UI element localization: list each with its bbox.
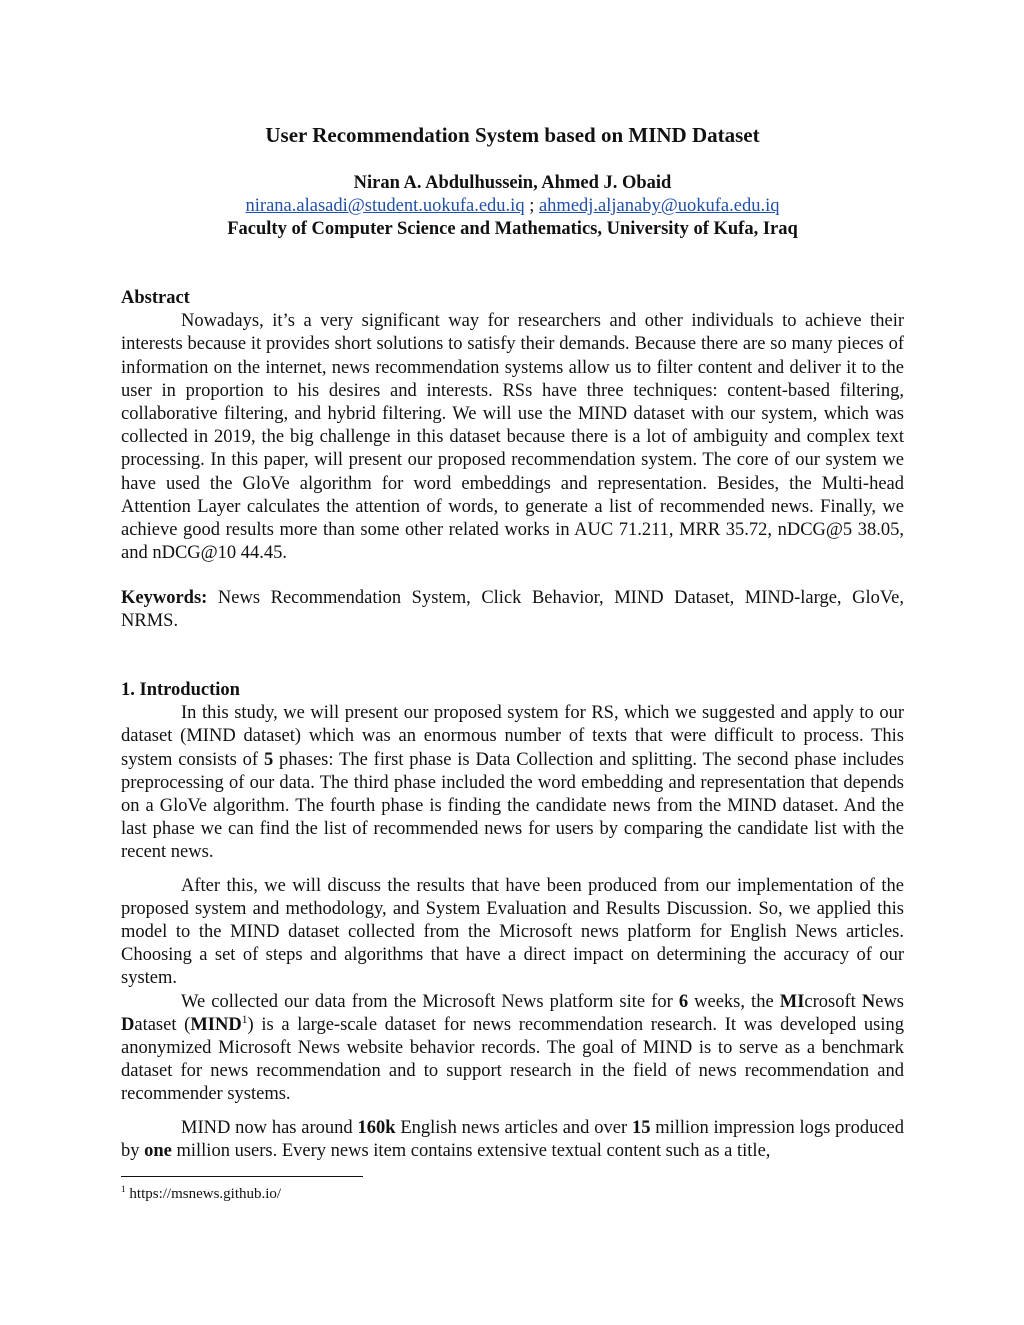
email-separator: ; <box>529 196 535 216</box>
intro-paragraph-2: After this, we will discuss the results that have been produced from our implementation of the proposed system and methodology, and System Evaluation and Results Discussion. So, we applied this model to the MIND dataset collected from the Microsoft news platform for English News articles. Choosing a set of steps and algorithms that have a direct impact on determining the accuracy of our system. <box>121 875 904 989</box>
footnote-url[interactable]: https://msnews.github.io/ <box>129 1186 282 1202</box>
affiliation: Faculty of Computer Science and Mathematics, University of Kufa, Iraq <box>227 219 798 239</box>
keywords-section <box>121 587 904 633</box>
keywords-label: Keywords: <box>121 588 208 608</box>
paper-title: User Recommendation System based on MIND Dataset <box>265 123 760 147</box>
author-emails <box>121 194 904 218</box>
abstract-section <box>121 287 904 565</box>
footnote-ref[interactable]: 1 <box>241 1013 248 1026</box>
author-list: Niran A. Abdulhussein, Ahmed J. Obaid <box>353 173 672 193</box>
footnote-divider <box>121 1176 363 1177</box>
intro-paragraph-4: MIND now has around 160k English news articles and over 15 million impression logs produced by one million users. Every news item contains extensive textual content such as a title, <box>121 1117 904 1161</box>
footnote <box>121 1184 281 1204</box>
introduction-section <box>121 679 904 1163</box>
abstract-heading: Abstract <box>121 288 190 308</box>
keywords-text: News Recommendation System, Click Behavior, MIND Dataset, MIND-large, GloVe, NRMS. <box>121 588 905 632</box>
introduction-heading: 1. Introduction <box>121 680 240 700</box>
intro-paragraph-1: In this study, we will present our proposed system for RS, which we suggested and apply to our dataset (MIND dataset) which was an enormous number of texts that were difficult to process. This system consists of 5 phases: The first phase is Data Collection and splitting. The second phase includes preprocessing of our data. The third phase included the word embedding and representation that depends on a GloVe algorithm. The fourth phase is finding the candidate news from the MIND dataset. And the last phase we can find the list of recommended news for users by comparing the candidate list with the recent news. <box>121 703 905 863</box>
email-link-2[interactable]: ahmedj.aljanaby@uokufa.edu.iq <box>538 196 780 216</box>
intro-paragraph-3: We collected our data from the Microsoft News platform site for 6 weeks, the MIcrosoft News Dataset (MIND$^1$) is a large-scale dataset for news recommendation research. It was developed using anonymized Microsoft News website behavior records. The goal of MIND is to serve as a benchmark dataset for news recommendation and to support research in the field of news recommendation and recommender systems. <box>121 991 905 1105</box>
email-link-1[interactable]: nirana.alasadi@student.uokufa.edu.iq <box>245 196 525 216</box>
abstract-text: Nowadays, it’s a very significant way for researchers and other individuals to achieve their interests because it provides short solutions to satisfy their demands. Because there are so many pieces of information on the internet, news recommendation systems allow us to filter content and deliver it to the user in proportion to his desires and interests. RSs have three techniques: content-based filtering, collaborative filtering, and hybrid filtering. We will use the MIND dataset with our system, which was collected in 2019, the big challenge in this dataset because there is a lot of ambiguity and complex text processing. In this paper, will present our proposed recommendation system. The core of our system we have used the GloVe algorithm for word embeddings and representation. Besides, the Multi-head Attention Layer calculates the attention of words, to generate a list of recommended news. Finally, we achieve good results more than some other related works in AUC 71.211, MRR 35.72, nDCG@5 38.05, and nDCG@10 44.45. <box>121 311 904 564</box>
footnote-marker: 1 <box>121 1185 126 1195</box>
